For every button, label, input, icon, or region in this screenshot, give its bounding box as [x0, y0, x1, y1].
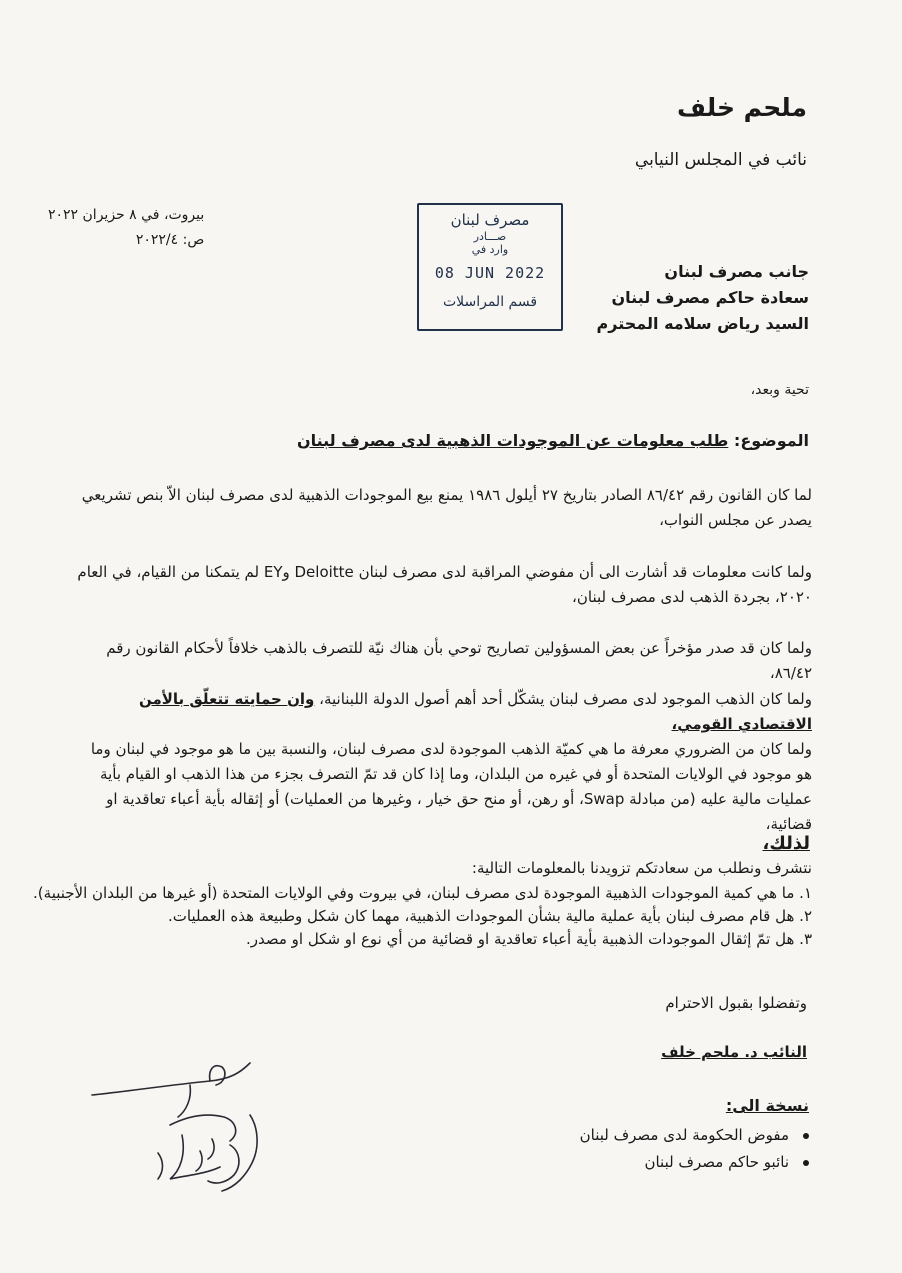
sender-role: نائب في المجلس النيابي: [634, 150, 807, 170]
paragraph-2: ولما كانت معلومات قد أشارت الى أن مفوضي المراقبة لدى مصرف لبنان Deloitte وEY لم يتمكنا من القيام، في العام ٢٠٢٠، بجردة الذهب لدى مصرف لبنان،: [77, 563, 812, 606]
date-block: [48, 203, 204, 253]
copies-list: [580, 1122, 809, 1176]
request-item-2: ٢. هل قام مصرف لبنان بأية عملية مالية بشأن الموجودات الذهبية، مهما كان شكل وطبيعة هذه العمليات.: [168, 907, 812, 925]
closing-line: وتفضلوا بقبول الاحترام: [665, 994, 807, 1012]
copy-item: [580, 1149, 809, 1176]
request-item-3: ٣. هل تمّ إثقال الموجودات الذهبية بأية أعباء تعاقدية او قضائية من أي نوع او شكل او مصدر.: [245, 930, 812, 948]
letter-date: بيروت، في ٨ حزيران ٢٠٢٢: [48, 207, 205, 223]
paragraph-1: لما كان القانون رقم ٨٦/٤٢ الصادر بتاريخ ٢٧ أيلول ١٩٨٦ يمنع بيع الموجودات الذهبية لدى مصرف لبنان الاّ بنص تشريعي يصدر عن مجلس النواب،: [81, 486, 812, 529]
stamp-line-1: صـــادر: [473, 230, 507, 243]
subject-line: [297, 431, 809, 450]
subject-text: طلب معلومات عن الموجودات الذهبية لدى مصرف لبنان: [296, 431, 729, 450]
recipient-line-2: سعادة حاكم مصرف لبنان: [611, 288, 809, 307]
signatory-name: النائب د. ملحم خلف: [661, 1043, 807, 1061]
subject-label: الموضوع:: [733, 431, 809, 450]
stamp-department: قسم المراسلات: [442, 294, 538, 310]
paragraph-4-text: ولما كان الذهب الموجود لدى مصرف لبنان يشكّل أحد أهم أصول الدولة اللبنانية،: [314, 690, 812, 708]
request-item-1: ١. ما هي كمية الموجودات الذهبية الموجودة لدى مصرف لبنان، في بيروت وفي الولايات المتحدة (أو غيرها من البلدان الأجنبية).: [33, 884, 812, 902]
copy-item-label: نائبو حاكم مصرف لبنان: [644, 1153, 789, 1171]
copy-item-label: مفوض الحكومة لدى مصرف لبنان: [579, 1126, 789, 1144]
copy-item: [580, 1122, 809, 1149]
greeting: تحية وبعد،: [750, 382, 809, 398]
reference-number: ص: ٢٠٢٢/٤: [135, 232, 205, 248]
handwritten-signature: [90, 1055, 300, 1195]
paragraph-5: ولما كان من الضروري معرفة ما هي كميّة الذهب الموجودة لدى مصرف لبنان، والنسبة بين ما هو موجود في لبنان وما هو موجود في الولايات المتحدة أو في غيره من البلدان، وما إذا كان قد تمّ التصرف بجزء من هذا الذهب او القيام بأية عمليات مالية عليه (من مبادلة Swap، أو رهن، أو منح حق خيار ، وغيرها من العمليات) أو إثقاله بأية أعباء تعاقدية او قضائية،: [90, 740, 812, 833]
request-list: [33, 882, 812, 951]
stamp-bank: مصرف لبنان: [450, 211, 530, 229]
recipient-line-3: السيد رياض سلامه المحترم: [596, 314, 809, 333]
therefore-heading: لذلك،: [762, 833, 810, 854]
paragraph-4-emphasis: وان حمايته تتعلّق بالأمن الاقتصادي القومي،: [138, 690, 812, 733]
stamp-line-2: وارد في: [471, 243, 509, 256]
stamp-date: 08 JUN 2022: [434, 264, 546, 282]
recipient-block: [597, 259, 809, 337]
request-intro: نتشرف ونطلب من سعادتكم تزويدنا بالمعلومات التالية:: [471, 859, 812, 877]
paragraph-4: [72, 687, 812, 737]
bullet-icon: [803, 1160, 809, 1166]
received-stamp: [417, 203, 563, 331]
bullet-icon: [803, 1133, 809, 1139]
paragraph-3: ولما كان قد صدر مؤخراً عن بعض المسؤولين تصاريح توحي بأن هناك نيّة للتصرف بالذهب خلافاً لأحكام القانون رقم ٨٦/٤٢،: [106, 639, 812, 682]
sender-name: ملحم خلف: [676, 93, 807, 122]
recipient-line-1: جانب مصرف لبنان: [664, 262, 809, 281]
copies-title: نسخة الى:: [725, 1096, 809, 1115]
